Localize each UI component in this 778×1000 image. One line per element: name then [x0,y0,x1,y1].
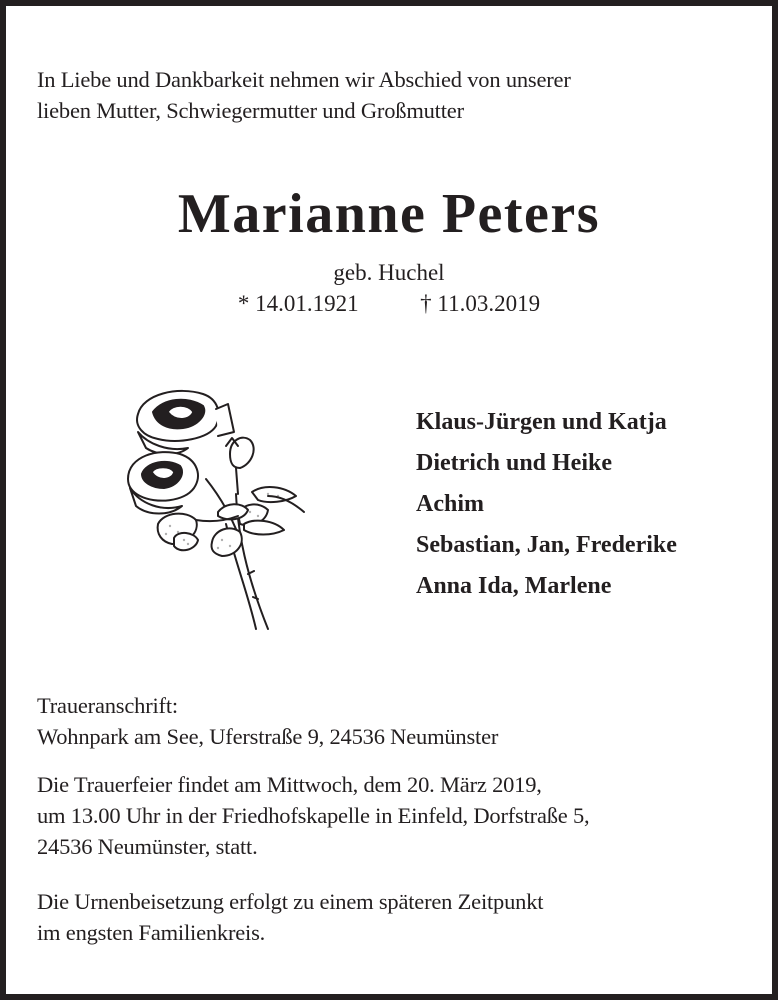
maiden-name: geb. Huchel [333,260,445,285]
ceremony-line: 24536 Neumünster, statt. [37,834,258,859]
ceremony-info [37,769,757,862]
mourner-line: Dietrich und Heike [416,450,612,476]
address-value: Wohnpark am See, Uferstraße 9, 24536 Neumünster [37,724,499,749]
burial-line: Die Urnenbeisetzung erfolgt zu einem späteren Zeitpunkt [37,889,544,914]
mourners-list [416,402,756,607]
burial-line: im engsten Familienkreis. [37,920,266,945]
birth-star-icon: * [237,291,250,316]
mourner-line: Sebastian, Jan, Frederike [416,532,677,558]
roses-icon [118,384,318,634]
intro-text [37,64,757,126]
life-dates [6,289,772,319]
intro-line: In Liebe und Dankbarkeit nehmen wir Abschied von unserer [37,67,571,92]
mourner-line: Achim [416,491,484,517]
deceased-name: Marianne Peters [177,183,601,245]
ceremony-line: Die Trauerfeier findet am Mittwoch, dem 20. März 2019, [37,772,542,797]
burial-info [37,886,757,948]
ceremony-line: um 13.00 Uhr in der Friedhofskapelle in Einfeld, Dorfstraße 5, [37,803,590,828]
birth-date: 14.01.1921 [255,291,359,316]
mourning-address [37,690,757,752]
mourner-line: Klaus-Jürgen und Katja [416,409,667,435]
death-cross-icon: † [420,291,432,316]
intro-line: lieben Mutter, Schwiegermutter und Großmutter [37,98,464,123]
address-label: Traueranschrift: [37,693,178,718]
death-date: 11.03.2019 [437,291,541,316]
mourner-line: Anna Ida, Marlene [416,573,612,599]
